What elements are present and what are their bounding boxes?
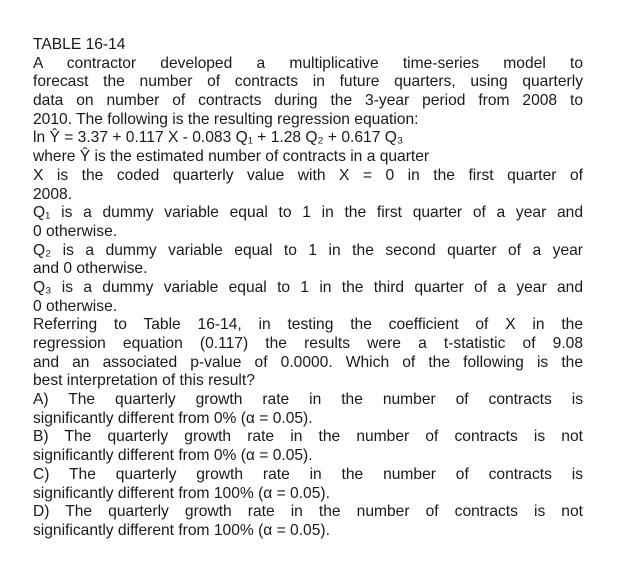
definition-line: 0 otherwise. [33, 222, 118, 240]
question-text-block [33, 36, 583, 541]
answer-option-b: significantly different from 0% (α = 0.05). [33, 447, 313, 465]
definition-line: X is the coded quarterly value with X = 0 in the first quarter of [33, 166, 583, 184]
definition-line: and 0 otherwise. [33, 260, 148, 278]
answer-option-c: significantly different from 100% (α = 0.05). [33, 484, 330, 502]
question-line: regression equation (0.117) the results were a t-statistic of 9.08 [33, 335, 583, 352]
definition-line: where Ŷ is the estimated number of contracts in a quarter [33, 148, 430, 166]
problem-line: 2010. The following is the resulting regression equation: [33, 110, 419, 128]
definition-line: Q₂ is a dummy variable equal to 1 in the second quarter of a year [33, 241, 583, 259]
answer-option-a: significantly different from 0% (α = 0.05). [33, 409, 313, 427]
answer-option-a: A) The quarterly growth rate in the number of contracts is [33, 391, 583, 409]
definition-line: 0 otherwise. [33, 297, 118, 315]
definition-line: 2008. [33, 185, 73, 203]
question-line: and an associated p-value of 0.0000. Which of the following is the [33, 353, 583, 371]
table-title: TABLE 16-14 [33, 36, 126, 53]
problem-line: A contractor developed a multiplicative time-series model to [33, 54, 583, 72]
problem-line: forecast the number of contracts in future quarters, using quarterly [33, 73, 583, 91]
problem-line: data on number of contracts during the 3-year period from 2008 to [33, 92, 583, 110]
answer-option-d: D) The quarterly growth rate in the number of contracts is not [33, 503, 583, 521]
question-line: Referring to Table 16-14, in testing the coefficient of X in the [33, 316, 583, 334]
answer-option-d: significantly different from 100% (α = 0.05). [33, 521, 330, 539]
definition-line: Q₁ is a dummy variable equal to 1 in the first quarter of a year and [33, 204, 583, 222]
regression-equation: ln Ŷ = 3.37 + 0.117 X - 0.083 Q₁ + 1.28 Q₂ + 0.617 Q₃ [33, 129, 404, 147]
answer-option-c: C) The quarterly growth rate in the number of contracts is [33, 465, 583, 483]
definition-line: Q₃ is a dummy variable equal to 1 in the third quarter of a year and [33, 278, 583, 296]
answer-option-b: B) The quarterly growth rate in the number of contracts is not [33, 428, 583, 446]
question-line: best interpretation of this result? [33, 372, 255, 390]
